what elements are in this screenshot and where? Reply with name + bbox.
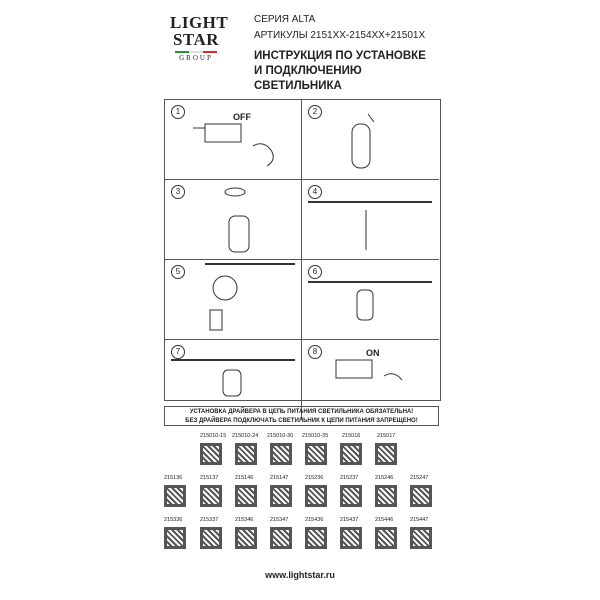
logo-line2: STAR xyxy=(172,30,220,49)
step-1 xyxy=(165,100,302,180)
qr-code xyxy=(305,527,327,549)
lightstar-logo xyxy=(170,13,229,62)
code-label: 215247 xyxy=(410,475,429,481)
qr-code xyxy=(375,443,397,465)
off-label: OFF xyxy=(233,112,251,122)
qr-code xyxy=(340,485,362,507)
code-label: 215437 xyxy=(340,517,359,523)
title-line1: ИНСТРУКЦИЯ ПО УСТАНОВКЕ xyxy=(254,50,426,62)
step-number: 4 xyxy=(308,185,322,199)
step-3 xyxy=(165,180,302,260)
qr-code xyxy=(200,485,222,507)
code-label: 215016 xyxy=(342,433,361,439)
code-label: 215237 xyxy=(340,475,359,481)
driver-warning-line1: УСТАНОВКА ДРАЙВЕРА В ЦЕПЬ ПИТАНИЯ СВЕТИЛЬНИКА ОБЯЗАТЕЛЬНА! xyxy=(189,409,414,415)
qr-code xyxy=(375,485,397,507)
on-label: ON xyxy=(366,348,380,358)
code-label: 215010-35 xyxy=(302,433,329,439)
driver-warning xyxy=(164,406,439,426)
code-label: 215017 xyxy=(377,433,396,439)
qr-code xyxy=(270,527,292,549)
qr-code xyxy=(235,485,257,507)
qr-code xyxy=(305,485,327,507)
code-label: 215446 xyxy=(375,517,394,523)
driver-warning-line2: БЕЗ ДРАЙВЕРА ПОДКЛЮЧАТЬ СВЕТИЛЬНИК К ЦЕПИ ПИТАНИЯ ЗАПРЕЩЕНО! xyxy=(185,418,418,424)
switch-on-illustration xyxy=(302,340,439,400)
series-name: СЕРИЯ ALTA xyxy=(254,14,316,25)
qr-code xyxy=(235,527,257,549)
qr-code xyxy=(340,443,362,465)
code-label: 215436 xyxy=(305,517,324,523)
step-5 xyxy=(165,260,302,340)
code-label: 215336 xyxy=(164,517,183,523)
ceiling-drilling-illustration xyxy=(302,180,439,260)
qr-code xyxy=(305,443,327,465)
step-number: 1 xyxy=(171,105,185,119)
title-line2: И ПОДКЛЮЧЕНИЮ СВЕТИЛЬНИКА xyxy=(254,64,362,92)
step-number: 8 xyxy=(308,345,322,359)
code-label: 215010-15 xyxy=(200,433,227,439)
wiring-illustration xyxy=(165,260,302,340)
qr-code xyxy=(164,527,186,549)
code-label: 215136 xyxy=(164,475,183,481)
mounting-illustration xyxy=(302,260,439,340)
step-number: 2 xyxy=(308,105,322,119)
qr-code xyxy=(410,485,432,507)
instruction-grid xyxy=(164,99,441,401)
logo-line3: GROUP xyxy=(179,54,213,62)
qr-code xyxy=(340,527,362,549)
header xyxy=(254,14,434,94)
switch-off-illustration xyxy=(165,100,302,180)
code-label: 215337 xyxy=(200,517,219,523)
step-2 xyxy=(302,100,439,180)
qr-code xyxy=(270,443,292,465)
step-number: 7 xyxy=(171,345,185,359)
step-6 xyxy=(302,260,439,340)
code-label: 215146 xyxy=(235,475,254,481)
code-label: 215010-24 xyxy=(232,433,259,439)
qr-code xyxy=(200,527,222,549)
website-link[interactable]: www.lightstar.ru xyxy=(265,570,335,580)
code-label: 215147 xyxy=(270,475,289,481)
step-number: 3 xyxy=(171,185,185,199)
step-4 xyxy=(302,180,439,260)
logo-line1: LIGHT xyxy=(170,13,229,32)
qr-code xyxy=(375,527,397,549)
qr-code xyxy=(270,485,292,507)
qr-code xyxy=(410,527,432,549)
code-label: 215246 xyxy=(375,475,394,481)
lamp-installed-illustration xyxy=(165,340,302,400)
lamp-removal-illustration xyxy=(302,100,439,180)
base-separation-illustration xyxy=(165,180,302,260)
code-label: 215236 xyxy=(305,475,324,481)
code-label: 215346 xyxy=(235,517,254,523)
qr-code xyxy=(200,443,222,465)
step-number: 5 xyxy=(171,265,185,279)
qr-code xyxy=(235,443,257,465)
code-label: 215010-30 xyxy=(267,433,294,439)
code-label: 215347 xyxy=(270,517,289,523)
code-label: 215447 xyxy=(410,517,429,523)
step-number: 6 xyxy=(308,265,322,279)
article-numbers: АРТИКУЛЫ 2151XX-2154XX+21501X xyxy=(254,30,426,41)
code-label: 215137 xyxy=(200,475,219,481)
qr-code xyxy=(164,485,186,507)
italian-flag xyxy=(175,51,217,53)
